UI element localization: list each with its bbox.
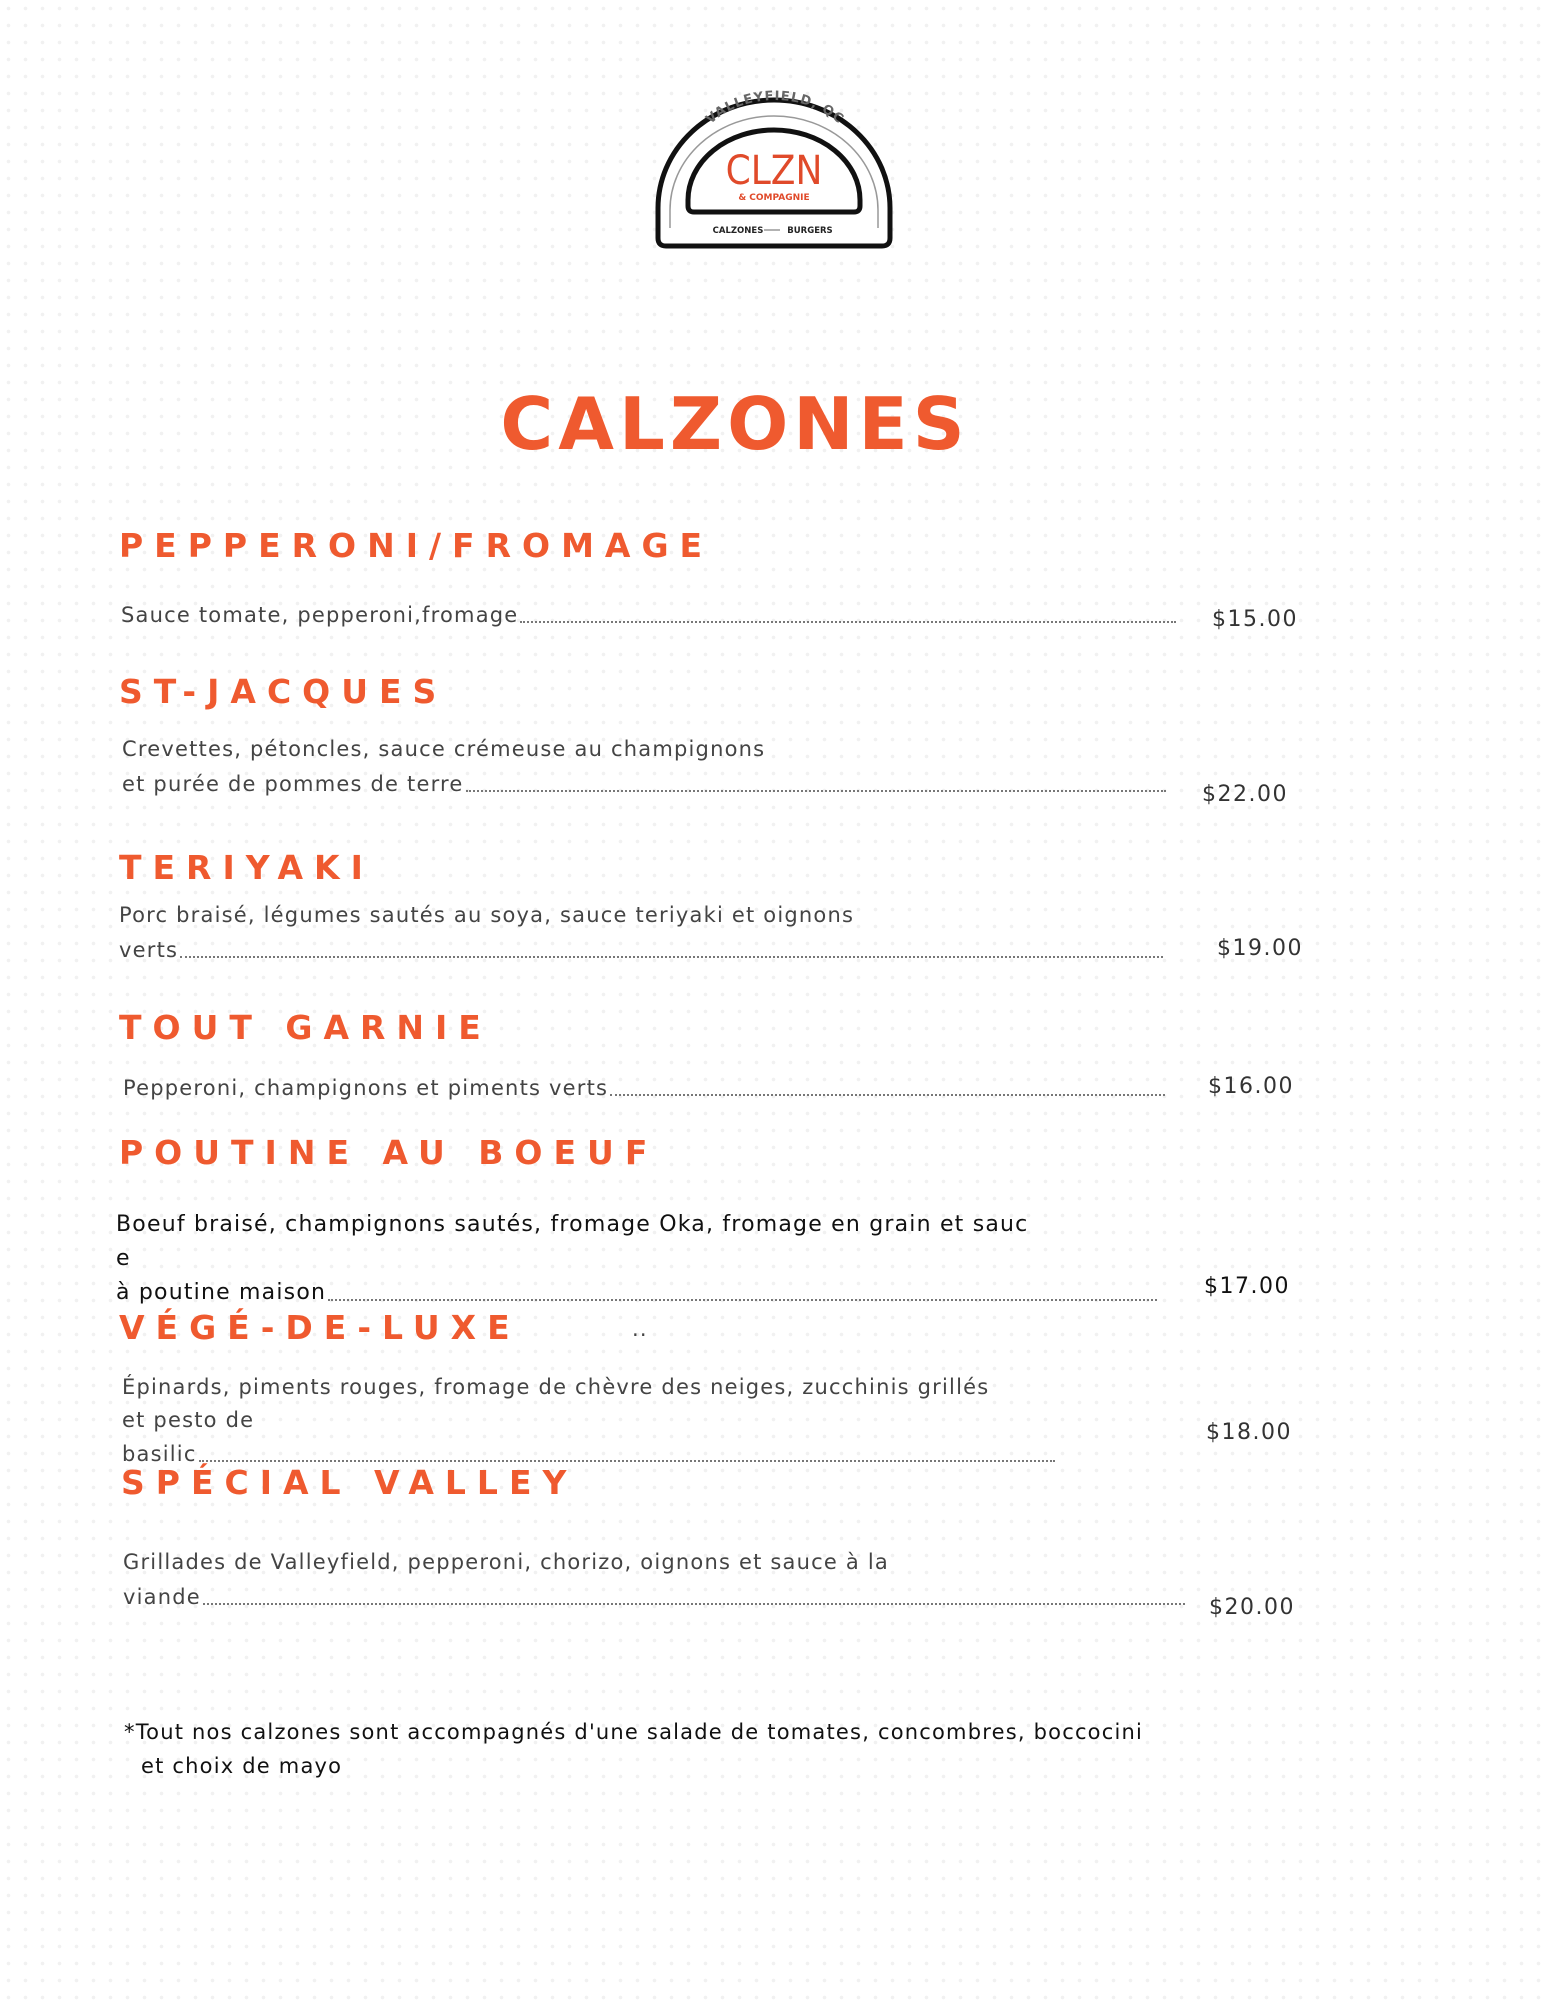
- description-line: Pepperoni, champignons et piments verts: [123, 1076, 609, 1100]
- svg-text:VALLEYFIELD, QC: VALLEYFIELD, QC: [703, 88, 847, 128]
- description-line: Grillades de Valleyfield, pepperoni, chorizo, oignons et sauce à la: [123, 1550, 889, 1574]
- item-description: [123, 1584, 1185, 1610]
- description-line: et purée de pommes de terre: [122, 772, 464, 796]
- stray-dots: ..: [632, 1317, 648, 1341]
- description-line: et pesto de: [122, 1408, 255, 1432]
- leader-dots: [203, 1603, 1185, 1605]
- item-name: ST-JACQUES: [119, 672, 448, 711]
- item-description: [121, 602, 1176, 628]
- item-name: TOUT GARNIE: [119, 1008, 492, 1047]
- clzn-logo: [650, 88, 898, 252]
- item-description: [116, 1280, 1157, 1306]
- item-description: [119, 937, 1163, 963]
- item-price: $16.00: [1208, 1074, 1294, 1099]
- svg-text:CLZN: CLZN: [725, 148, 823, 194]
- leader-dots: [610, 1094, 1165, 1096]
- description-line: à poutine maison: [116, 1280, 327, 1305]
- svg-text:BURGERS: BURGERS: [787, 226, 833, 236]
- svg-text:& COMPAGNIE: & COMPAGNIE: [738, 193, 810, 203]
- description-line: Crevettes, pétoncles, sauce crémeuse au champignons: [122, 737, 766, 761]
- item-price: $18.00: [1206, 1420, 1292, 1445]
- description-line: Porc braisé, légumes sautés au soya, sauce teriyaki et oignons: [119, 903, 855, 927]
- item-name: TERIYAKI: [119, 848, 374, 887]
- description-line: Sauce tomate, pepperoni,fromage: [121, 603, 519, 627]
- description-line: e: [116, 1246, 131, 1271]
- item-price: $20.00: [1209, 1595, 1295, 1620]
- item-description: [122, 771, 1166, 797]
- footnote: et choix de mayo: [141, 1754, 343, 1778]
- description-line: basilic: [122, 1442, 197, 1466]
- item-name: SPÉCIAL VALLEY: [121, 1463, 578, 1502]
- item-name: PEPPERONI/FROMAGE: [119, 526, 714, 565]
- item-price: $19.00: [1217, 936, 1303, 961]
- leader-dots: [466, 790, 1166, 792]
- item-price: $17.00: [1204, 1274, 1290, 1299]
- description-line: Boeuf braisé, champignons sautés, fromage Oka, fromage en grain et sauc: [116, 1212, 1029, 1237]
- item-name: VÉGÉ-DE-LUXE: [119, 1308, 521, 1347]
- leader-dots: [520, 621, 1176, 623]
- item-price: $15.00: [1212, 607, 1298, 632]
- footnote: *Tout nos calzones sont accompagnés d'une salade de tomates, concombres, boccocini: [124, 1720, 1144, 1744]
- leader-dots: [180, 956, 1163, 958]
- page-title: CALZONES: [500, 382, 970, 466]
- leader-dots: [328, 1299, 1157, 1301]
- description-line: viande: [123, 1585, 201, 1609]
- description-line: Épinards, piments rouges, fromage de chèvre des neiges, zucchinis grillés: [122, 1375, 990, 1399]
- svg-text:CALZONES: CALZONES: [712, 226, 764, 236]
- item-price: $22.00: [1202, 782, 1288, 807]
- item-name: POUTINE AU BOEUF: [119, 1133, 659, 1172]
- item-description: [123, 1075, 1165, 1101]
- description-line: verts: [119, 938, 179, 962]
- leader-dots: [199, 1460, 1055, 1462]
